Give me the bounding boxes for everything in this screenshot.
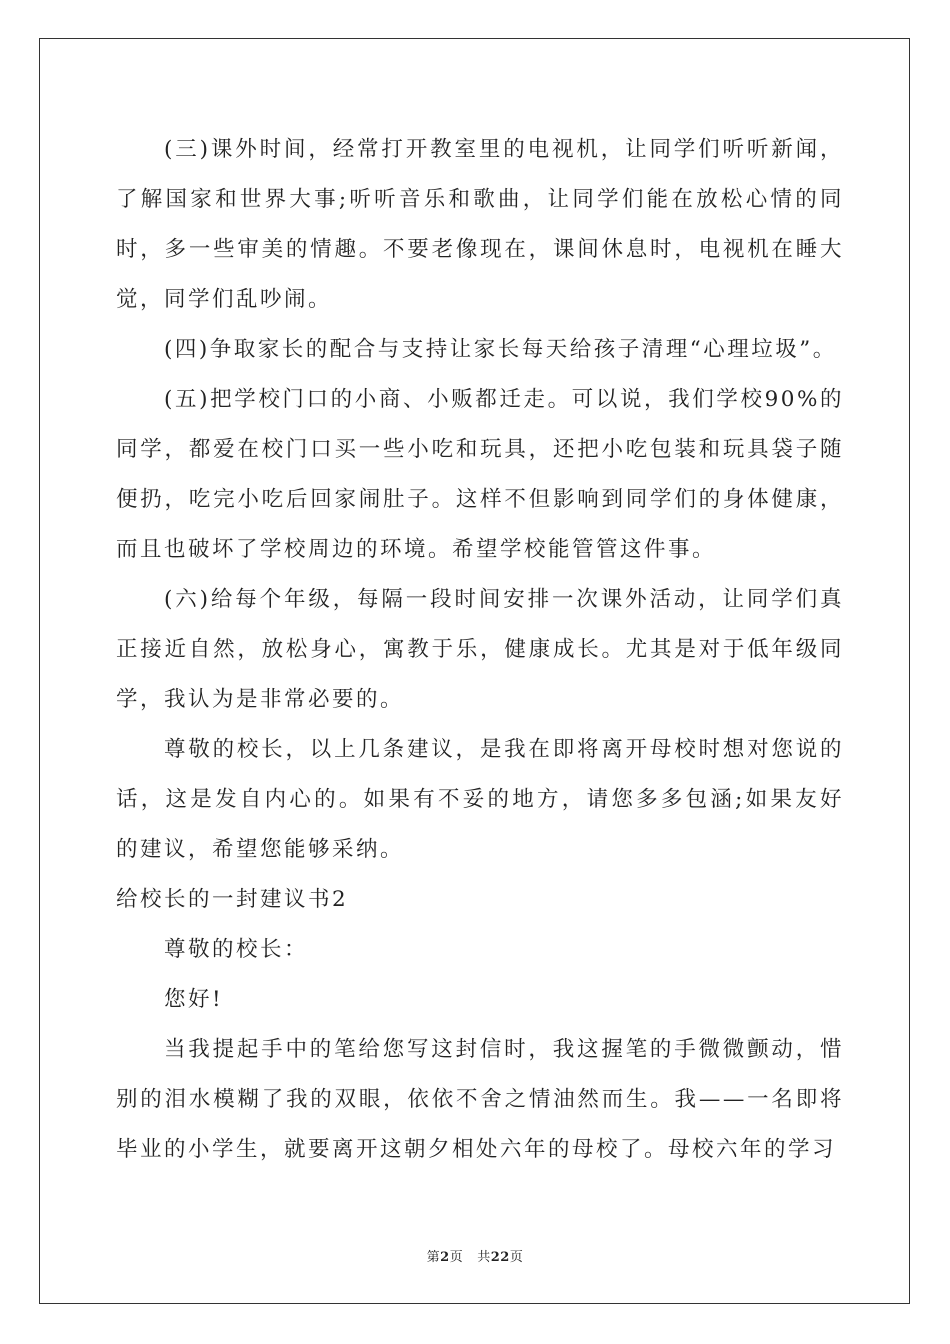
- paragraph-point-3: (三)课外时间，经常打开教室里的电视机，让同学们听听新闻，了解国家和世界大事;听听音乐和歌曲，让同学们能在放松心情的同时，多一些审美的情趣。不要老像现在，课间休息时，电视机在睡大觉，同学们乱吵闹。: [116, 137, 844, 312]
- page-suffix: 页: [449, 1250, 464, 1265]
- total-prefix: 共: [477, 1250, 491, 1265]
- page-prefix: 第: [426, 1250, 441, 1265]
- greeting: 您好!: [164, 987, 224, 1012]
- section-heading: 给校长的一封建议书2: [116, 887, 349, 912]
- total-pages: 22: [490, 1250, 510, 1265]
- paragraph-point-6: (六)给每个年级，每隔一段时间安排一次课外活动，让同学们真正接近自然，放松身心，寓教于乐，健康成长。尤其是对于低年级同学，我认为是非常必要的。: [116, 587, 844, 712]
- paragraph-letter-opening: 当我提起手中的笔给您写这封信时，我这握笔的手微微颤动，惜别的泪水模糊了我的双眼，依依不舍之情油然而生。我——一名即将毕业的小学生，就要离开这朝夕相处六年的母校了。母校六年的学习: [116, 1037, 844, 1162]
- paragraph-point-5: (五)把学校门口的小商、小贩都迁走。可以说，我们学校90%的同学，都爱在校门口买一些小吃和玩具，还把小吃包装和玩具袋子随便扔，吃完小吃后回家闹肚子。这样不但影响到同学们的身体健康，而且也破坏了学校周边的环境。希望学校能管管这件事。: [116, 387, 844, 562]
- document-body: [116, 125, 844, 1175]
- paragraph-closing: 尊敬的校长，以上几条建议，是我在即将离开母校时想对您说的话，这是发自内心的。如果有不妥的地方，请您多多包涵;如果友好的建议，希望您能够采纳。: [116, 737, 844, 862]
- paragraph-point-4: (四)争取家长的配合与支持让家长每天给孩子清理“心理垃圾”。: [164, 337, 837, 362]
- salutation: 尊敬的校长：: [164, 937, 309, 962]
- total-suffix: 页: [509, 1250, 524, 1265]
- page-number: 2: [440, 1250, 450, 1265]
- page-footer: [0, 1246, 950, 1265]
